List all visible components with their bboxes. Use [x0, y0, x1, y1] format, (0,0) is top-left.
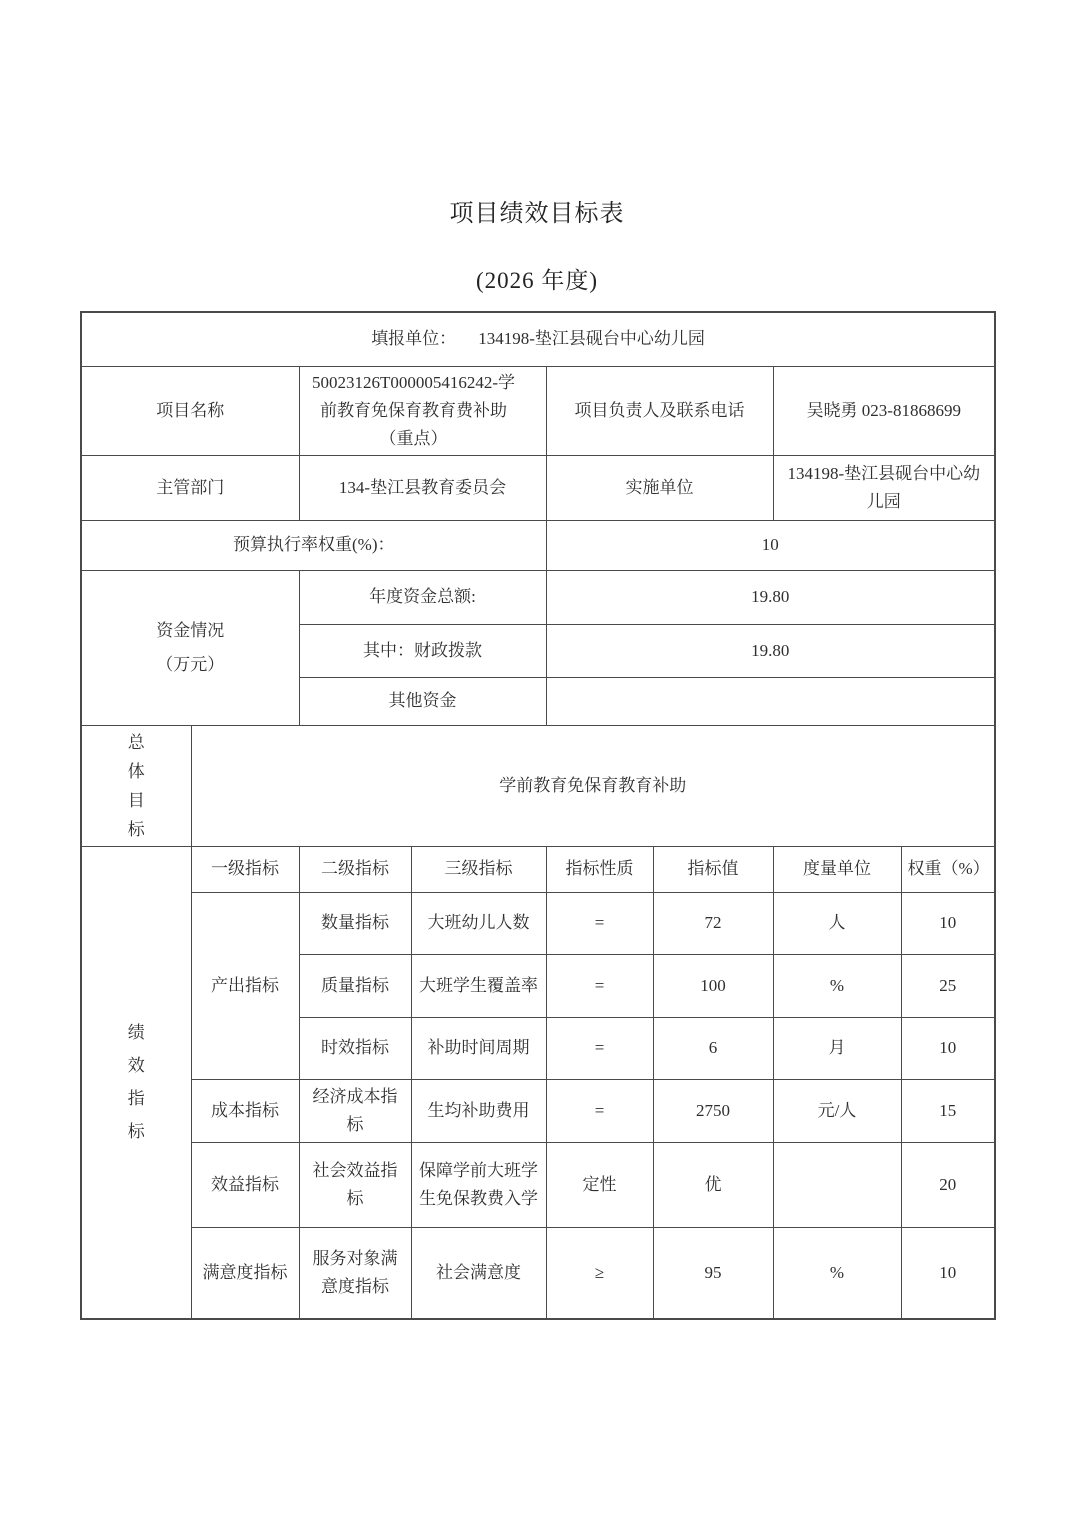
- header-level2-cell: 二级指标: [299, 846, 411, 892]
- header-unit-cell: 度量单位: [773, 846, 901, 892]
- project-name-label-cell: 项目名称: [81, 366, 299, 455]
- indicator-row: [81, 892, 995, 954]
- funding-fiscal-value-cell: 19.80: [546, 624, 995, 677]
- funding-total-row: [81, 570, 995, 624]
- funding-other-value-cell: [546, 677, 995, 725]
- level2-cell: 质量指标: [299, 954, 411, 1017]
- funding-label: 资金情况 （万元）: [156, 620, 225, 674]
- value-cell: 72: [653, 892, 773, 954]
- funding-total-label-cell: 年度资金总额:: [299, 570, 546, 624]
- reporting-unit-label: 填报单位：: [371, 329, 457, 349]
- unit-cell: %: [773, 1227, 901, 1319]
- nature-cell: =: [546, 954, 653, 1017]
- level1-cell: 成本指标: [191, 1079, 299, 1142]
- level3-cell: 社会满意度: [411, 1227, 546, 1319]
- header-level1-cell: 一级指标: [191, 846, 299, 892]
- level1-cell: 满意度指标: [191, 1227, 299, 1319]
- nature-cell: =: [546, 892, 653, 954]
- header-weight-cell: 权重（%）: [901, 846, 995, 892]
- level3-cell: 保障学前大班学生免保教费入学: [411, 1142, 546, 1227]
- value-cell: 95: [653, 1227, 773, 1319]
- funding-total-value-cell: 19.80: [546, 570, 995, 624]
- header-value-cell: 指标值: [653, 846, 773, 892]
- level2-cell: 社会效益指标: [299, 1142, 411, 1227]
- level1-cell: 产出指标: [191, 892, 299, 1079]
- unit-cell: %: [773, 954, 901, 1017]
- budget-rate-value-cell: 10: [546, 520, 995, 570]
- project-name-row: [81, 366, 995, 455]
- reporting-unit-cell: [81, 312, 995, 366]
- indicator-header-row: [81, 846, 995, 892]
- level2-cell: 数量指标: [299, 892, 411, 954]
- value-cell: 优: [653, 1142, 773, 1227]
- weight-cell: 20: [901, 1142, 995, 1227]
- department-row: [81, 455, 995, 520]
- value-cell: 100: [653, 954, 773, 1017]
- weight-cell: 10: [901, 892, 995, 954]
- level1-cell: 效益指标: [191, 1142, 299, 1227]
- overall-goal-content-cell: 学前教育免保育教育补助: [191, 725, 995, 846]
- reporting-unit-value: 134198-垫江县砚台中心幼儿园: [478, 329, 705, 349]
- weight-cell: 10: [901, 1017, 995, 1079]
- project-manager-label-cell: 项目负责人及联系电话: [546, 366, 773, 455]
- level3-cell: 生均补助费用: [411, 1079, 546, 1142]
- nature-cell: 定性: [546, 1142, 653, 1227]
- dept-value-cell: 134-垫江县教育委员会: [299, 455, 546, 520]
- overall-goal-row: [81, 725, 995, 846]
- performance-target-table: [80, 311, 996, 1320]
- level3-cell: 大班幼儿人数: [411, 892, 546, 954]
- level3-cell: 补助时间周期: [411, 1017, 546, 1079]
- overall-goal-label-cell: [81, 725, 191, 846]
- project-name-value-cell: [299, 366, 546, 455]
- overall-goal-label: 总体目标: [127, 732, 145, 839]
- project-manager-value-cell: 吴晓勇 023-81868699: [773, 366, 995, 455]
- nature-cell: =: [546, 1017, 653, 1079]
- page-subtitle: (2026 年度): [475, 268, 599, 293]
- value-cell: 6: [653, 1017, 773, 1079]
- funding-label-cell: [81, 570, 299, 725]
- level3-cell: 大班学生覆盖率: [411, 954, 546, 1017]
- impl-unit-label-cell: 实施单位: [546, 455, 773, 520]
- indicator-row: [81, 1227, 995, 1319]
- weight-cell: 10: [901, 1227, 995, 1319]
- indicators-side-label-cell: [81, 846, 191, 1319]
- budget-execution-weight-row: [81, 520, 995, 570]
- indicator-row: [81, 1079, 995, 1142]
- unit-cell: [773, 1142, 901, 1227]
- value-cell: 2750: [653, 1079, 773, 1142]
- dept-label-cell: 主管部门: [81, 455, 299, 520]
- unit-cell: 元/人: [773, 1079, 901, 1142]
- project-name-value: 50023126T000005416242-学前教育免保育教育费补助（重点）: [311, 372, 516, 448]
- nature-cell: ≥: [546, 1227, 653, 1319]
- impl-unit-value-cell: 134198-垫江县砚台中心幼儿园: [773, 455, 995, 520]
- level2-cell: 经济成本指标: [299, 1079, 411, 1142]
- level2-cell: 时效指标: [299, 1017, 411, 1079]
- funding-fiscal-label-cell: 其中：财政拨款: [299, 624, 546, 677]
- weight-cell: 25: [901, 954, 995, 1017]
- unit-cell: 月: [773, 1017, 901, 1079]
- weight-cell: 15: [901, 1079, 995, 1142]
- unit-cell: 人: [773, 892, 901, 954]
- budget-rate-label-cell: 预算执行率权重(%)：: [81, 520, 546, 570]
- level2-cell: 服务对象满意度指标: [299, 1227, 411, 1319]
- reporting-unit-row: [81, 312, 995, 366]
- nature-cell: =: [546, 1079, 653, 1142]
- page-title: 项目绩效目标表: [449, 201, 625, 227]
- indicator-row: [81, 1142, 995, 1227]
- funding-other-label-cell: 其他资金: [299, 677, 546, 725]
- header-nature-cell: 指标性质: [546, 846, 653, 892]
- header-level3-cell: 三级指标: [411, 846, 546, 892]
- indicators-side-label: 绩效指标: [127, 1023, 145, 1142]
